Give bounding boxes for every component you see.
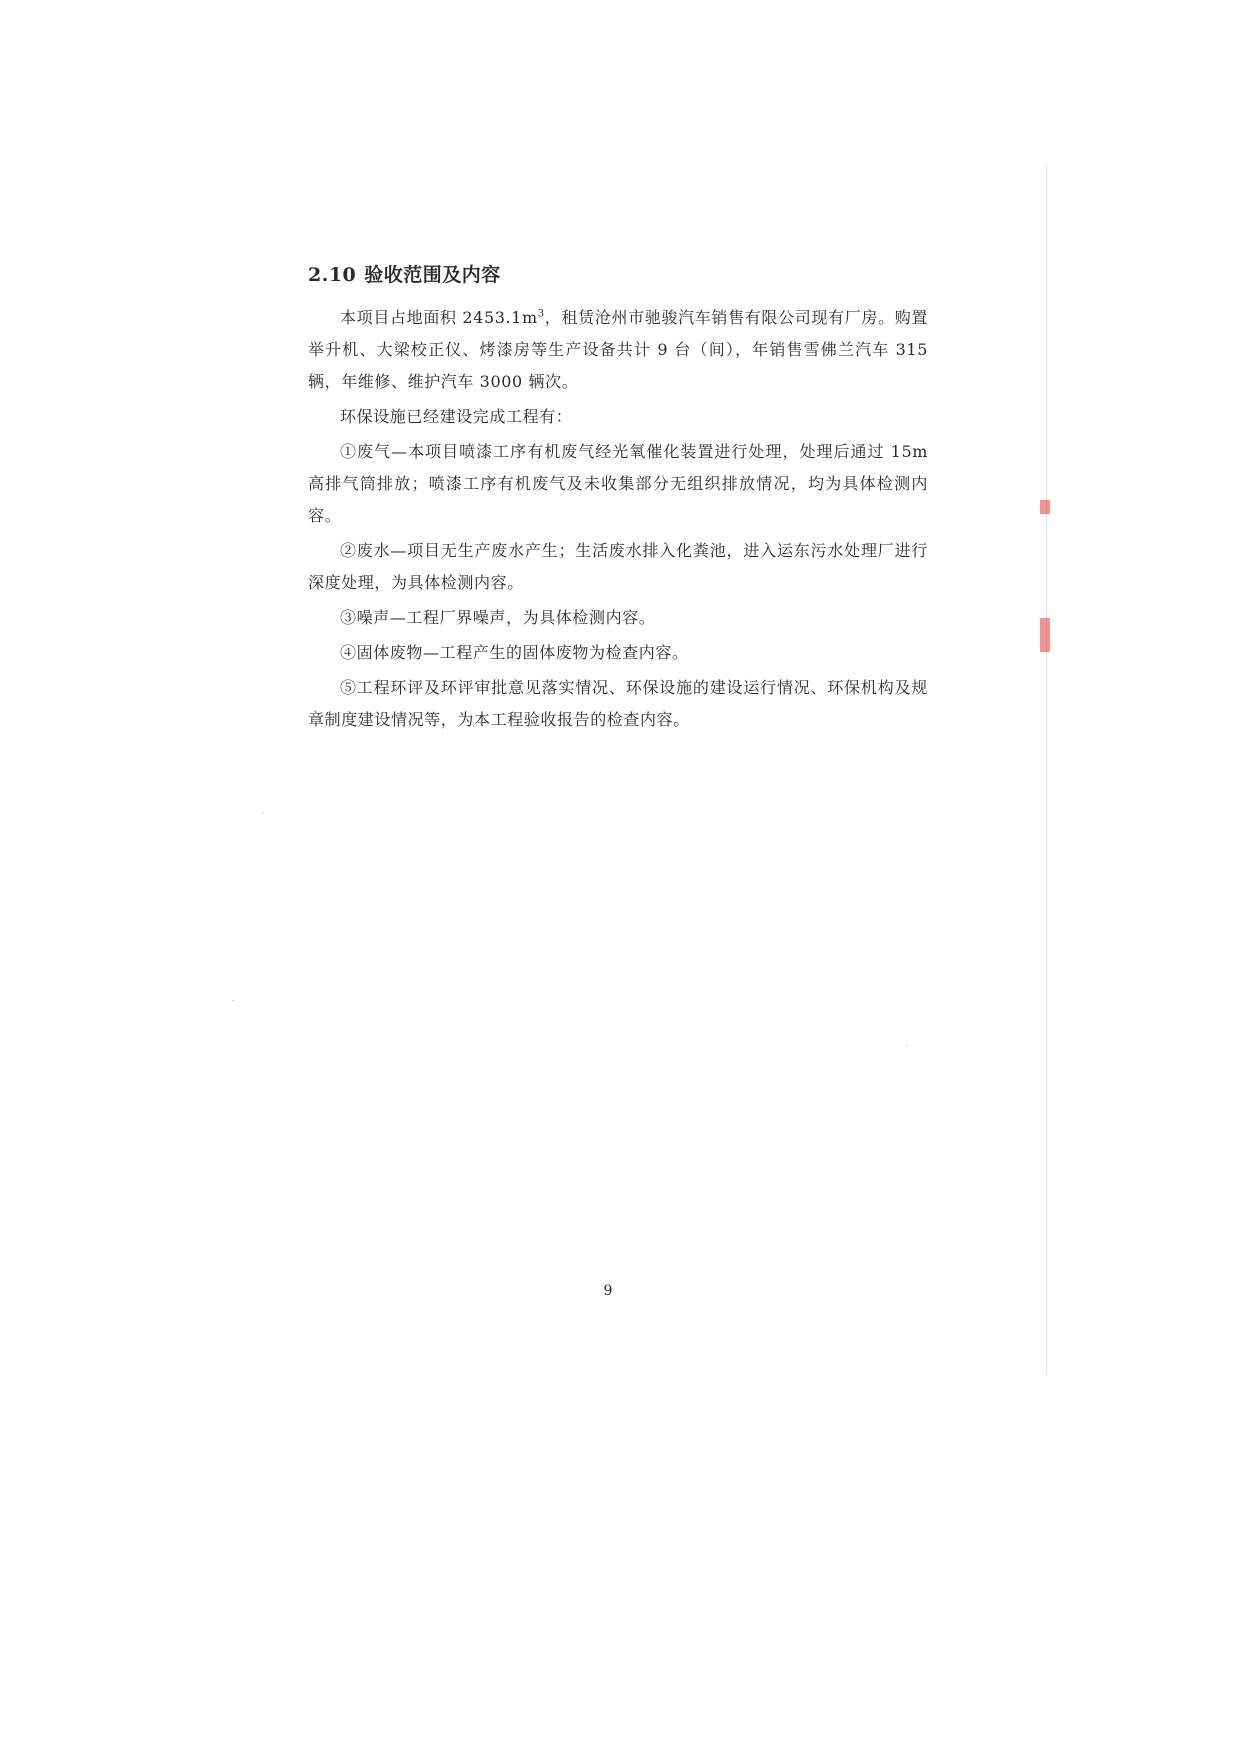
seal-stamp-fragment: [1040, 618, 1050, 652]
scan-speck: [232, 1000, 234, 1001]
paragraph-overview-text-start: 本项目占地面积 2453.1m: [340, 308, 538, 327]
paragraph-inspection-items: ⑤工程环评及环评审批意见落实情况、环保设施的建设运行情况、环保机构及规章制度建设情况等，为本工程验收报告的检查内容。: [308, 678, 928, 729]
scan-edge-line: [1046, 165, 1047, 1375]
area-unit-superscript: 3: [537, 308, 545, 320]
page-number: 9: [603, 1283, 613, 1299]
scan-speck: [906, 1045, 908, 1046]
section-number: 2.10: [308, 264, 357, 286]
paragraph-waste-gas: ①废气—本项目喷漆工序有机废气经光氧催化装置进行处理，处理后通过 15m 高排气筒排放；喷漆工序有机废气及未收集部分无组织排放情况，均为具体检测内容。: [308, 442, 928, 525]
paragraph-overview-text-end: ，租赁沧州市驰骏汽车销售有限公司现有厂房。购置举升机、大梁校正仪、烤漆房等生产设备共计 9 台（间），年销售雪佛兰汽车 315 辆，年维修、维护汽车 3000 辆次。: [308, 308, 928, 391]
paragraph-waste-water: ②废水—项目无生产废水产生；生活废水排入化粪池，进入运东污水处理厂进行深度处理，为具体检测内容。: [308, 541, 928, 592]
section-heading: [308, 262, 928, 288]
seal-stamp-fragment: [1040, 500, 1050, 514]
section-content: [308, 262, 928, 739]
paragraph-project-overview: [308, 302, 928, 398]
paragraph-solid-waste: ④固体废物—工程产生的固体废物为检查内容。: [340, 643, 689, 662]
paragraph-facilities-intro: 环保设施已经建设完成工程有：: [340, 407, 573, 426]
paragraph-noise: ③噪声—工程厂界噪声，为具体检测内容。: [340, 608, 656, 627]
section-title: 验收范围及内容: [364, 264, 501, 286]
scan-speck: [262, 812, 264, 813]
